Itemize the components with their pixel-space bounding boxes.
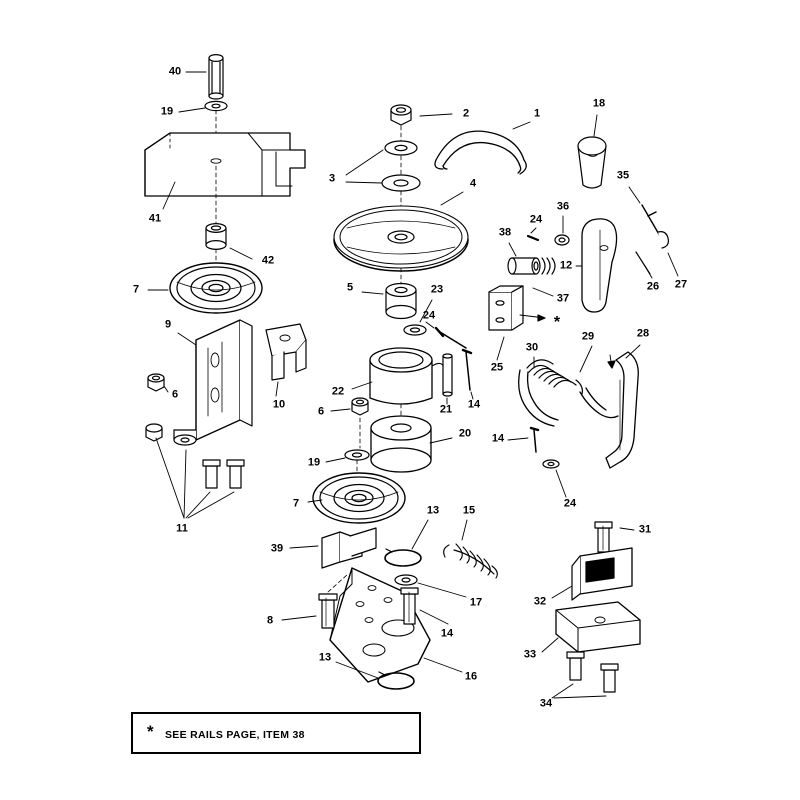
callout-number: 15 bbox=[462, 504, 476, 517]
callout-number: 38 bbox=[498, 226, 512, 239]
callout-number: 13 bbox=[318, 651, 332, 664]
callout-number: 24 bbox=[563, 497, 577, 510]
callout-number: 32 bbox=[533, 595, 547, 608]
callout-number: 23 bbox=[430, 283, 444, 296]
callout-number: 22 bbox=[331, 385, 345, 398]
callout-number: 35 bbox=[616, 169, 630, 182]
callout-number: 42 bbox=[261, 254, 275, 267]
callout-number: 13 bbox=[426, 504, 440, 517]
callout-number: 20 bbox=[458, 427, 472, 440]
callout-number: 16 bbox=[464, 670, 478, 683]
callout-number: 19 bbox=[307, 456, 321, 469]
callout-number: 17 bbox=[469, 596, 483, 609]
callout-number: 9 bbox=[164, 318, 172, 331]
callout-number: 18 bbox=[592, 97, 606, 110]
callout-number: 12 bbox=[559, 259, 573, 272]
footnote-text: SEE RAILS PAGE, ITEM 38 bbox=[165, 729, 305, 741]
callout-number: 41 bbox=[148, 212, 162, 225]
callout-number: 7 bbox=[132, 283, 140, 296]
callout-number: 25 bbox=[490, 361, 504, 374]
callout-number: 14 bbox=[440, 627, 454, 640]
callout-number: 34 bbox=[539, 697, 553, 710]
callout-number: 24 bbox=[422, 309, 436, 322]
callout-number: 2 bbox=[462, 107, 470, 120]
callout-number: 11 bbox=[176, 522, 188, 535]
callout-number: 5 bbox=[346, 281, 354, 294]
callout-asterisk: * bbox=[553, 314, 561, 331]
callout-number: 30 bbox=[525, 341, 539, 354]
callout-number: 6 bbox=[317, 405, 325, 418]
callout-number: 28 bbox=[636, 327, 650, 340]
callout-number: 36 bbox=[556, 200, 570, 213]
callout-number: 19 bbox=[160, 105, 174, 118]
callout-number: 4 bbox=[469, 177, 477, 190]
callout-number: 8 bbox=[266, 614, 274, 627]
callout-number: 6 bbox=[171, 388, 179, 401]
callout-number: 10 bbox=[272, 398, 286, 411]
callout-number: 7 bbox=[292, 497, 300, 510]
callout-number: 33 bbox=[523, 648, 537, 661]
callout-number: 39 bbox=[270, 542, 284, 555]
footnote-asterisk: * bbox=[147, 722, 154, 741]
callout-number: 1 bbox=[533, 107, 541, 120]
footnote-box bbox=[131, 712, 421, 754]
callout-number: 29 bbox=[581, 330, 595, 343]
callout-number: 26 bbox=[646, 280, 660, 293]
callout-number: 3 bbox=[328, 172, 336, 185]
callout-number: 14 bbox=[491, 432, 505, 445]
callout-number: 31 bbox=[638, 523, 652, 536]
callout-number: 24 bbox=[529, 213, 543, 226]
callout-number: 14 bbox=[467, 398, 481, 411]
callout-number: 37 bbox=[556, 292, 570, 305]
callout-number: 27 bbox=[674, 278, 688, 291]
callout-number: 21 bbox=[439, 403, 453, 416]
callout-number: 40 bbox=[168, 65, 182, 78]
